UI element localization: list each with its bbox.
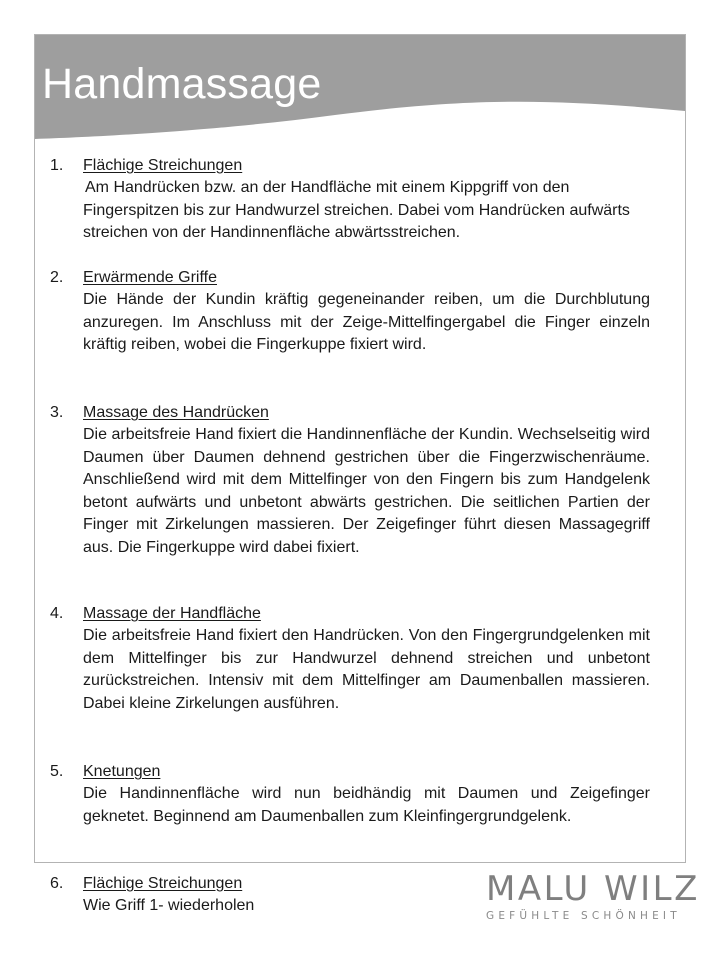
step-number: 1. — [50, 157, 64, 174]
step-number: 4. — [50, 605, 64, 622]
step-1 — [50, 155, 650, 245]
step-text: Wie Griff 1- wiederholen — [83, 897, 255, 914]
step-title: Flächige Streichungen — [83, 875, 243, 892]
step-number: 2. — [50, 269, 64, 286]
brand-tagline: GEFÜHLTE SCHÖNHEIT — [486, 910, 681, 922]
step-number: 6. — [50, 875, 64, 892]
step-title: Massage des Handrücken — [83, 404, 269, 421]
step-4 — [50, 603, 650, 715]
step-title: Erwärmende Griffe — [83, 269, 217, 286]
step-title: Flächige Streichungen — [83, 157, 243, 174]
step-text: Die Hände der Kundin kräftig gegeneinander reiben, um die Durchblutung anzuregen. Im Anschluss mit der Zeige-Mittelfingergabel die Finger einzeln kräftig reiben, wobei die Fingerkuppe fixiert wird. — [83, 291, 650, 353]
step-2 — [50, 267, 650, 357]
step-5 — [50, 761, 650, 828]
step-number: 3. — [50, 404, 64, 421]
brand-name: MALU WILZ — [486, 869, 700, 909]
step-text: Die Handinnenfläche wird nun beidhändig mit Daumen und Zeigefinger geknetet. Beginnend am Daumenballen zum Kleinfingergrundgelenk. — [83, 785, 650, 825]
step-text: Die arbeitsfreie Hand fixiert die Handinnenfläche der Kundin. Wechselseitig wird Daumen über Daumen dehnend gestrichen über die Fingerzwischenräume. Anschließend wird mit dem Mittelfinger von den Fingern bis zum Handgelenk betont aufwärts und unbetont abwärts gestrichen. Die seitlichen Partien der Finger mit Zirkelungen massieren. Der Zeigefinger führt diesen Massagegriff aus. Die Fingerkuppe wird dabei fixiert. — [83, 426, 650, 556]
step-text: Die arbeitsfreie Hand fixiert den Handrücken. Von den Fingergrundgelenken mit dem Mittelfinger bis zur Handwurzel dehnend streichen und unbetont zurückstreichen. Intensiv mit dem Mittelfinger am Daumenballen massieren. Dabei kleine Zirkelungen ausführen. — [83, 627, 650, 712]
step-number: 5. — [50, 763, 64, 780]
step-title: Knetungen — [83, 763, 161, 780]
step-title: Massage der Handfläche — [83, 605, 261, 622]
page-title: Handmassage — [42, 60, 322, 108]
step-3 — [50, 402, 650, 559]
brand-logo — [486, 869, 700, 923]
step-text: Am Handrücken bzw. an der Handfläche mit einem Kippgriff von den Fingerspitzen bis zur Handwurzel streichen. Dabei vom Handrücken aufwärts streichen von der Handinnenfläche abwärtsstreichen. — [83, 179, 630, 241]
